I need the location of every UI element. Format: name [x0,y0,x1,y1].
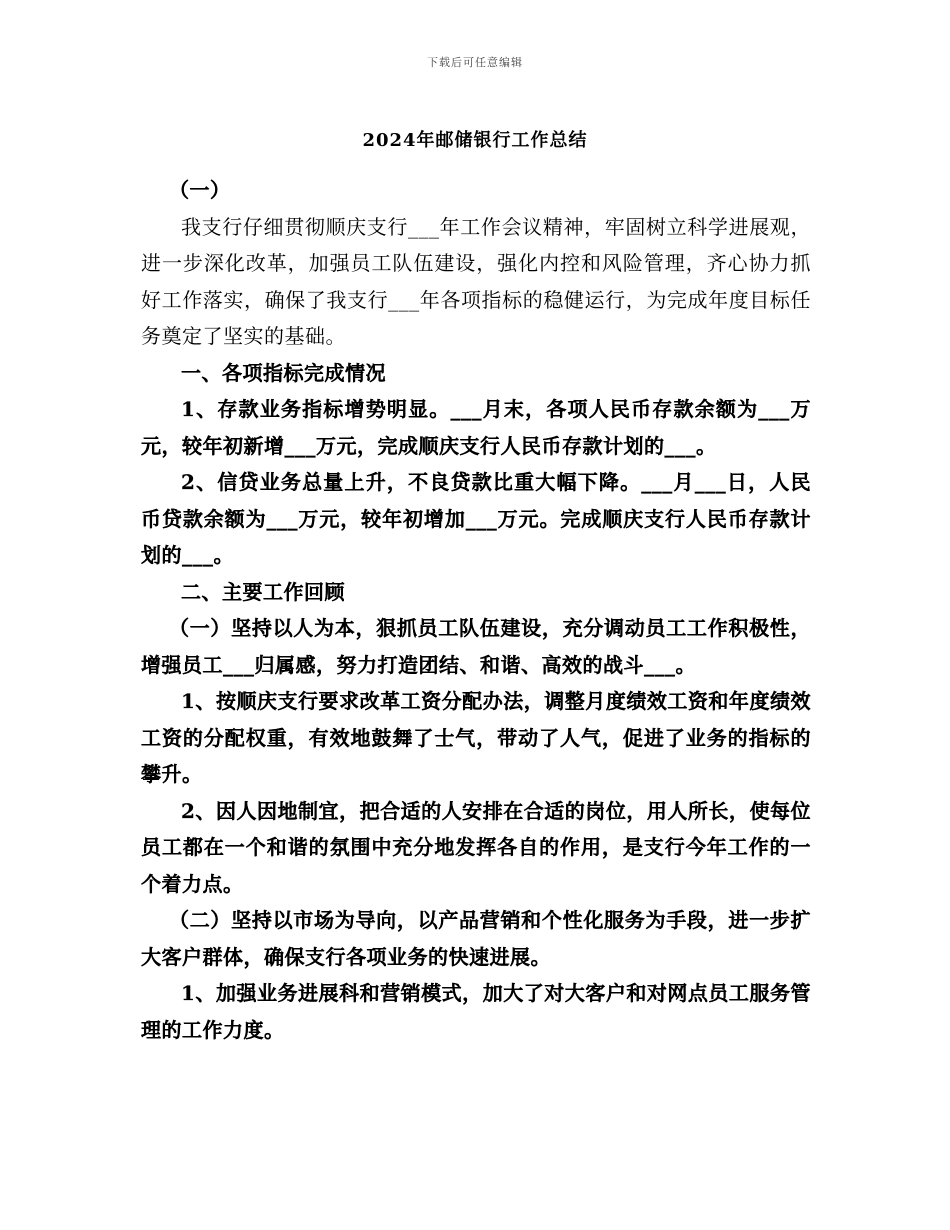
heading-indicators: 一、各项指标完成情况 [181,360,386,385]
paragraph-credit: 2、信贷业务总量上升，不良贷款比重大幅下降。___月___日，人民币贷款余额为___万元，较年初增加___万元。完成顺庆支行人民币存款计划的___。 [141,470,811,567]
paragraph-staffing: 2、因人因地制宜，把合适的人安排在合适的岗位，用人所长，使每位员工都在一个和谐的氛围中充分地发挥各自的作用，是支行今年工作的一个着力点。 [141,798,811,896]
heading-review: 二、主要工作回顾 [181,579,345,604]
paragraph-market-oriented: （二）坚持以市场为导向，以产品营销和个性化服务为手段，进一步扩大客户群体，确保支行各项业务的快速进展。 [141,908,811,969]
header-note: 下载后可任意编辑 [427,56,523,69]
paragraph-marketing-model: 1、加强业务进展科和营销模式，加大了对大客户和对网点员工服务管理的工作力度。 [141,981,811,1042]
paragraph-intro: 我支行仔细贯彻顺庆支行___年工作会议精神，牢固树立科学进展观，进一步深化改革，加强员工队伍建设，强化内控和风险管理，齐心协力抓好工作落实，确保了我支行___年各项指标的稳健运行，为完成年度目标任务奠定了坚实的基础。 [141,214,811,348]
paragraph-section-marker: （一） [169,178,231,202]
paragraph-salary-reform: 1、按顺庆支行要求改革工资分配办法，调整月度绩效工资和年度绩效工资的分配权重，有效地鼓舞了士气，带动了人气，促进了业务的指标的攀升。 [141,689,811,786]
paragraph-deposits: 1、存款业务指标增势明显。___月末，各项人民币存款余额为___万元，较年初新增___万元，完成顺庆支行人民币存款计划的___。 [141,397,811,458]
document-body [141,172,811,1048]
document-title: 2024年邮储银行工作总结 [362,130,588,151]
paragraph-people-first: （一）坚持以人为本，狠抓员工队伍建设，充分调动员工工作积极性，增强员工___归属感，努力打造团结、和谐、高效的战斗___。 [141,616,811,677]
